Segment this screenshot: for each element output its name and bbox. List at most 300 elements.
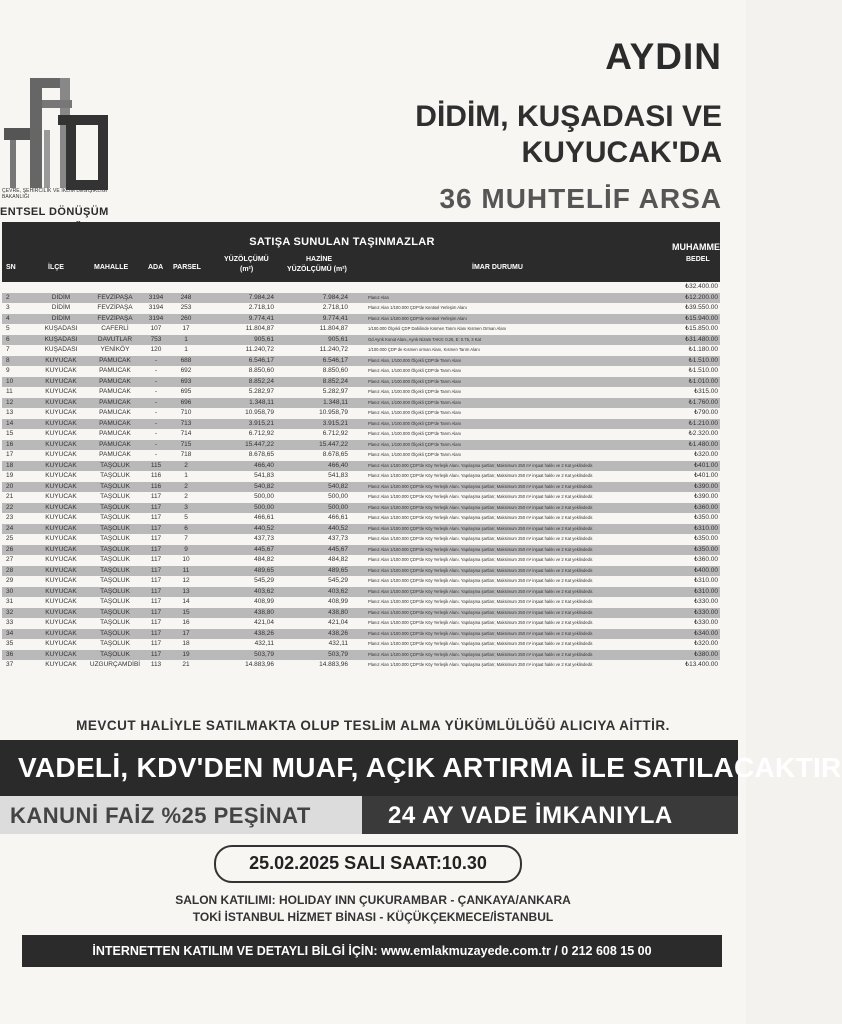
row-imar-durumu: Planız Alan 1/100.000 ÇDP'de Köy Yerleşik Alanı. Yapılaşma şartları; Maksimum 250 m² inşaat hakkı ve 2 Kat yeklindedir. bbox=[368, 641, 594, 646]
row-parsel: 11 bbox=[182, 566, 190, 574]
row-ilce: KUYUCAK bbox=[45, 650, 77, 658]
row-number: 2 bbox=[6, 293, 10, 301]
row-number: 27 bbox=[6, 556, 14, 563]
venue-istanbul: TOKİ İSTANBUL HİZMET BİNASI - KÜÇÜKÇEKMECE/İSTANBUL bbox=[192, 910, 554, 924]
row-imar-durumu: Planız Alan 1/100.000 ÇDP'de Köy Yerleşik Alanı. Yapılaşma şartları; Maksimum 250 m² inşaat hakkı ve 2 Kat yeklindedir. bbox=[368, 483, 594, 489]
row-mahalle: TAŞOLUK bbox=[100, 619, 130, 626]
row-ada: 117 bbox=[150, 493, 162, 500]
row-yuzolcumu: 408,99 bbox=[254, 598, 274, 605]
row-ada: 113 bbox=[150, 661, 162, 668]
table-row bbox=[2, 618, 720, 629]
row-ada: 117 bbox=[150, 545, 162, 553]
table-row bbox=[2, 503, 720, 514]
row-mahalle: TAŞOLUK bbox=[100, 556, 130, 563]
table-row bbox=[2, 366, 720, 377]
row-mahalle: TAŞOLUK bbox=[100, 598, 130, 605]
row-mahalle: UZGURÇAMDİBİ bbox=[89, 661, 141, 668]
row-yuzolcumu: 437,73 bbox=[254, 535, 274, 542]
row-ilce: KUYUCAK bbox=[45, 440, 77, 448]
row-mahalle: TAŞOLUK bbox=[100, 640, 130, 647]
table-row bbox=[2, 324, 720, 335]
headline-city: AYDIN bbox=[605, 36, 722, 77]
col-ilce: İLÇE bbox=[48, 264, 64, 271]
row-ilce: DİDİM bbox=[51, 293, 71, 301]
row-number: 25 bbox=[6, 535, 14, 542]
row-bedel: ₺360.00 bbox=[693, 503, 718, 511]
row-imar-durumu: Planız Alan 1/100.000 ÇDP'de Köy Yerleşik Alanı. Yapılaşma şartları; Maksimum 250 m² inşaat hakkı ve 2 Kat yeklindedir. bbox=[368, 462, 594, 468]
row-imar-durumu: Planız Alan 1/100.000 ÇDP'de Köy Yerleşik Alanı. Yapılaşma şartları; Maksimum 250 m² inşaat hakkı ve 2 Kat yeklindedir. bbox=[368, 662, 594, 667]
row-ada: 117 bbox=[150, 629, 162, 637]
row-bedel: ₺1.010.00 bbox=[688, 377, 718, 385]
row-number: 32 bbox=[6, 608, 14, 616]
row-number: 33 bbox=[6, 619, 14, 626]
row-number: 28 bbox=[6, 566, 14, 574]
table-row bbox=[2, 471, 720, 482]
table-row bbox=[2, 293, 720, 304]
row-hazine-yuzolcumu: 1.348,11 bbox=[323, 398, 348, 406]
col-yuzolcumu: YÜZÖLÇÜMÜ bbox=[224, 256, 269, 263]
col-hazine: HAZİNE bbox=[306, 256, 333, 263]
row-ada: - bbox=[154, 388, 158, 395]
row-yuzolcumu: 466,61 bbox=[254, 514, 274, 521]
row-parsel: 2 bbox=[184, 493, 188, 500]
row-hazine-yuzolcumu: 445,67 bbox=[328, 545, 348, 553]
row-parsel: 9 bbox=[184, 545, 188, 553]
row-yuzolcumu: 10.958,79 bbox=[245, 409, 274, 416]
col-ada: ADA bbox=[148, 264, 164, 271]
row-mahalle: TAŞOLUK bbox=[100, 650, 130, 658]
row-bedel: ₺340.00 bbox=[693, 629, 718, 637]
row-parsel: 2 bbox=[184, 482, 188, 490]
table-row bbox=[2, 429, 720, 440]
row-imar-durumu: 1/100.000 Ölçekli ÇDP Dahilinde Kısmen Tarım Alanı Kısmen Orman Alanı bbox=[368, 326, 507, 331]
row-bedel: ₺401.00 bbox=[693, 472, 718, 479]
logo-line-1: ENTSEL DÖNÜŞÜM bbox=[0, 206, 109, 218]
row-bedel: ₺15.850.00 bbox=[684, 325, 718, 332]
row-ada: 117 bbox=[150, 608, 162, 616]
row-hazine-yuzolcumu: 8.678,65 bbox=[322, 451, 348, 458]
row-hazine-yuzolcumu: 6.712,92 bbox=[322, 430, 348, 437]
row-hazine-yuzolcumu: 500,00 bbox=[328, 503, 348, 511]
row-hazine-yuzolcumu: 466,40 bbox=[328, 461, 348, 469]
row-number: 37 bbox=[6, 661, 14, 668]
row-hazine-yuzolcumu: 545,29 bbox=[328, 577, 348, 584]
table-row bbox=[2, 282, 720, 293]
row-parsel: 7 bbox=[184, 535, 188, 542]
table-row bbox=[2, 492, 720, 503]
row-number: 5 bbox=[6, 325, 10, 332]
table-row bbox=[2, 387, 720, 398]
row-bedel: ₺310.00 bbox=[693, 587, 718, 595]
row-ada: - bbox=[154, 367, 158, 374]
row-hazine-yuzolcumu: 438,80 bbox=[328, 608, 348, 616]
row-imar-durumu: Planız Alan 1/100.000 ÇDP'de Köy Yerleşik Alanı. Yapılaşma şartları; Maksimum 250 m² inşaat hakkı ve 2 Kat yeklindedir. bbox=[368, 504, 594, 510]
row-mahalle: PAMUCAK bbox=[99, 367, 131, 374]
row-ada: - bbox=[154, 377, 158, 385]
row-number: 11 bbox=[6, 388, 13, 395]
headline-count: 36 MUHTELİF ARSA bbox=[439, 183, 722, 214]
row-parsel: 18 bbox=[182, 640, 190, 647]
row-number: 30 bbox=[6, 587, 14, 595]
row-bedel: ₺350.00 bbox=[693, 514, 718, 521]
table-row bbox=[2, 419, 720, 430]
row-bedel: ₺350.00 bbox=[693, 535, 718, 542]
row-ilce: KUYUCAK bbox=[45, 482, 77, 490]
row-number: 35 bbox=[6, 640, 14, 647]
row-number: 34 bbox=[6, 629, 14, 637]
row-ilce: DİDİM bbox=[51, 304, 71, 311]
table-row bbox=[2, 356, 720, 367]
row-mahalle: TAŞOLUK bbox=[100, 577, 130, 584]
row-bedel: ₺401.00 bbox=[693, 461, 718, 469]
row-yuzolcumu: 6.712,92 bbox=[248, 430, 274, 437]
row-yuzolcumu: 545,29 bbox=[254, 577, 274, 584]
row-ilce: KUYUCAK bbox=[45, 398, 77, 406]
table-row bbox=[2, 576, 720, 587]
row-parsel: 21 bbox=[182, 661, 190, 668]
row-mahalle: FEVZİPAŞA bbox=[97, 314, 133, 322]
row-mahalle: TAŞOLUK bbox=[100, 629, 130, 637]
row-bedel: ₺2.320.00 bbox=[688, 430, 718, 437]
payment-band bbox=[0, 796, 738, 834]
row-ilce: KUYUCAK bbox=[45, 640, 77, 647]
row-ada: 3194 bbox=[148, 304, 164, 311]
row-ilce: KUYUCAK bbox=[45, 545, 77, 553]
row-bedel: ₺330.00 bbox=[693, 598, 718, 605]
row-imar-durumu: Planız Alan 1/100.000 ÇDP'de Köy Yerleşik Alanı. Yapılaşma şartları; Maksimum 250 m² inşaat hakkı ve 2 Kat yeklindedir. bbox=[368, 599, 594, 604]
row-number: 22 bbox=[6, 503, 14, 511]
row-number: 16 bbox=[6, 440, 14, 448]
row-bedel: ₺310.00 bbox=[693, 524, 718, 532]
table-row bbox=[2, 314, 720, 325]
row-imar-durumu: Planız Alan 1/100.000 ÇDP'de Köy Yerleşik Alanı. Yapılaşma şartları; Maksimum 250 m² inşaat hakkı ve 2 Kat yeklindedir. bbox=[368, 557, 594, 562]
table-row bbox=[2, 461, 720, 472]
row-ilce: KUYUCAK bbox=[45, 556, 77, 563]
row-yuzolcumu: 438,26 bbox=[254, 629, 274, 637]
row-bedel: ₺1.480.00 bbox=[688, 440, 718, 448]
row-yuzolcumu: 14.883,96 bbox=[245, 661, 274, 668]
row-imar-durumu: Planız Alan 1/100.000 ÇDP'de Köy Yerleşik Alanı. Yapılaşma şartları; Maksimum 250 m² inşaat hakkı ve 2 Kat yeklindedir. bbox=[368, 536, 594, 541]
row-hazine-yuzolcumu: 6.546,17 bbox=[322, 356, 348, 364]
col-mahalle: MAHALLE bbox=[94, 264, 129, 271]
row-imar-durumu: Planız Alan, 1/100.000 Ölçekli ÇDP'de Tarım Alanı bbox=[368, 410, 462, 415]
row-ada: 3194 bbox=[148, 293, 164, 301]
ministry-logo bbox=[0, 70, 122, 240]
row-number: 20 bbox=[6, 482, 14, 490]
row-parsel: 17 bbox=[182, 325, 190, 332]
venue-info bbox=[0, 892, 746, 926]
row-ilce: KUYUCAK bbox=[45, 577, 77, 584]
row-number: 10 bbox=[6, 377, 14, 385]
row-yuzolcumu: 445,67 bbox=[254, 545, 274, 553]
row-bedel: ₺32.400.00 bbox=[684, 283, 718, 290]
installment-text: 24 AY VADE İMKANIYLA bbox=[388, 802, 673, 829]
row-imar-durumu: Planız Alan, 1/100.000 Ölçekli ÇDP'de Tarım Alanı bbox=[368, 368, 462, 373]
row-ilce: KUŞADASI bbox=[44, 335, 78, 343]
row-imar-durumu: Planız Alan 1/100.000 ÇDP'de Köy Yerleşik Alanı. Yapılaşma şartları; Maksimum 250 m² inşaat hakkı ve 2 Kat yeklindedir. bbox=[368, 651, 594, 657]
row-imar-durumu: Planız Alan 1/100.000 ÇDP'de Köy Yerleşik Alanı. Yapılaşma şartları; Maksimum 250 m² inşaat hakkı ve 2 Kat yeklindedir. bbox=[368, 546, 594, 552]
row-number: 23 bbox=[6, 514, 14, 521]
row-bedel: ₺1.180.00 bbox=[688, 346, 718, 353]
row-ilce: KUŞADASI bbox=[44, 325, 78, 332]
row-number: 13 bbox=[6, 409, 14, 416]
row-hazine-yuzolcumu: 10.958,79 bbox=[319, 409, 348, 416]
row-bedel: ₺360.00 bbox=[693, 556, 718, 563]
col-yuzolcumu-unit: (m²) bbox=[240, 266, 254, 273]
row-bedel: ₺320.00 bbox=[693, 451, 718, 458]
row-imar-durumu: Planız Alan 1/100.000 ÇDP'de Köy Yerleşik Alanı. Yapılaşma şartları; Maksimum 250 m² inşaat hakkı ve 2 Kat yeklindedir. bbox=[368, 620, 594, 625]
row-parsel: 260 bbox=[180, 314, 192, 322]
row-ada: 116 bbox=[150, 482, 162, 490]
row-yuzolcumu: 11.804,87 bbox=[245, 325, 274, 332]
row-parsel: 15 bbox=[182, 608, 190, 616]
table-row bbox=[2, 398, 720, 409]
table-row bbox=[2, 566, 720, 577]
row-yuzolcumu: 440,52 bbox=[254, 524, 274, 532]
row-yuzolcumu: 9.774,41 bbox=[248, 314, 274, 322]
table-row bbox=[2, 377, 720, 388]
row-ilce: DİDİM bbox=[51, 314, 71, 322]
row-number: 3 bbox=[6, 304, 10, 311]
row-mahalle: PAMUCAK bbox=[99, 356, 131, 364]
row-mahalle: PAMUCAK bbox=[99, 409, 131, 416]
row-imar-durumu: Planız Alan 1/100.000 ÇDP'de Köy Yerleşik Alanı. Yapılaşma şartları; Maksimum 250 m² inşaat hakkı ve 2 Kat yeklindedir. bbox=[368, 473, 594, 478]
row-ilce: KUYUCAK bbox=[45, 388, 77, 395]
row-parsel: 12 bbox=[182, 577, 190, 584]
row-ilce: KUYUCAK bbox=[45, 451, 77, 458]
row-yuzolcumu: 484,82 bbox=[254, 556, 274, 563]
muhammen-header: MUHAMME bbox=[672, 242, 720, 252]
row-number: 12 bbox=[6, 398, 14, 406]
table-row bbox=[2, 587, 720, 598]
row-hazine-yuzolcumu: 421,04 bbox=[328, 619, 348, 626]
table-row bbox=[2, 440, 720, 451]
row-yuzolcumu: 7.984,24 bbox=[248, 293, 274, 301]
row-hazine-yuzolcumu: 11.804,87 bbox=[319, 325, 348, 332]
row-parsel: 692 bbox=[180, 367, 192, 374]
row-yuzolcumu: 432,11 bbox=[254, 640, 274, 647]
row-ada: 3194 bbox=[148, 314, 164, 322]
col-bedel: BEDEL bbox=[686, 256, 710, 263]
row-number: 18 bbox=[6, 461, 14, 469]
row-hazine-yuzolcumu: 438,26 bbox=[328, 629, 348, 637]
row-yuzolcumu: 500,00 bbox=[254, 503, 274, 511]
row-yuzolcumu: 5.282,97 bbox=[248, 388, 274, 395]
row-number: 4 bbox=[6, 314, 10, 322]
row-parsel: 2 bbox=[184, 461, 188, 469]
row-ilce: KUYUCAK bbox=[45, 367, 77, 374]
row-ada: 753 bbox=[150, 335, 162, 343]
row-parsel: 1 bbox=[184, 472, 188, 479]
row-parsel: 10 bbox=[182, 556, 190, 563]
row-hazine-yuzolcumu: 14.883,96 bbox=[319, 661, 348, 668]
row-imar-durumu: Planız Alan bbox=[368, 294, 389, 300]
row-ada: - bbox=[154, 398, 158, 406]
row-ilce: KUYUCAK bbox=[45, 629, 77, 637]
row-ilce: KUYUCAK bbox=[45, 608, 77, 616]
row-parsel: 714 bbox=[180, 430, 192, 437]
row-number: 14 bbox=[6, 419, 14, 427]
row-number: 31 bbox=[6, 598, 14, 605]
row-bedel: ₺310.00 bbox=[693, 577, 718, 584]
row-hazine-yuzolcumu: 440,52 bbox=[328, 524, 348, 532]
table-row bbox=[2, 513, 720, 524]
row-hazine-yuzolcumu: 2.718,10 bbox=[322, 304, 348, 311]
row-parsel: 253 bbox=[180, 304, 192, 311]
row-bedel: ₺1.760.00 bbox=[688, 398, 718, 406]
logo-small-text: ÇEVRE, ŞEHİRCİLİK VE İKLİM DEĞİŞİKLİĞİ BAKANLIĞI bbox=[2, 188, 108, 200]
row-bedel: ₺1.510.00 bbox=[688, 367, 718, 374]
row-mahalle: TAŞOLUK bbox=[100, 493, 130, 500]
row-hazine-yuzolcumu: 484,82 bbox=[328, 556, 348, 563]
row-imar-durumu: Planız Alan, 1/100.000 Ölçekli ÇDP'de Tarım Alanı bbox=[368, 452, 462, 457]
row-mahalle: PAMUCAK bbox=[99, 377, 131, 385]
row-mahalle: TAŞOLUK bbox=[100, 461, 130, 469]
row-parsel: 1 bbox=[184, 335, 188, 343]
row-ada: 116 bbox=[150, 472, 162, 479]
table-row bbox=[2, 335, 720, 346]
row-bedel: ₺15.940.00 bbox=[684, 314, 718, 322]
row-mahalle: TAŞOLUK bbox=[100, 566, 130, 574]
row-ilce: KUYUCAK bbox=[45, 419, 77, 427]
row-bedel: ₺13.400.00 bbox=[684, 661, 718, 668]
row-mahalle: FEVZİPAŞA bbox=[97, 293, 133, 301]
row-parsel: 13 bbox=[182, 587, 190, 595]
row-ilce: KUYUCAK bbox=[45, 619, 77, 626]
row-ilce: KUYUCAK bbox=[45, 377, 77, 385]
table-row bbox=[2, 545, 720, 556]
row-yuzolcumu: 500,00 bbox=[254, 493, 274, 500]
auction-date-box bbox=[214, 845, 522, 883]
row-yuzolcumu: 8.850,60 bbox=[248, 367, 274, 374]
row-parsel: 248 bbox=[180, 293, 192, 301]
row-ada: 117 bbox=[150, 577, 162, 584]
row-ilce: KUYUCAK bbox=[45, 461, 77, 469]
row-hazine-yuzolcumu: 466,61 bbox=[328, 514, 348, 521]
row-bedel: ₺350.00 bbox=[693, 545, 718, 553]
table-header bbox=[2, 252, 720, 282]
row-ilce: KUYUCAK bbox=[45, 430, 77, 437]
row-ilce: KUYUCAK bbox=[45, 356, 77, 364]
row-mahalle: PAMUCAK bbox=[99, 419, 131, 427]
row-yuzolcumu: 8.678,65 bbox=[248, 451, 274, 458]
row-bedel: ₺330.00 bbox=[693, 619, 718, 626]
table-row bbox=[2, 482, 720, 493]
headline-districts-1: DİDİM, KUŞADASI VE bbox=[415, 100, 722, 133]
row-bedel: ₺31.480.00 bbox=[684, 335, 718, 343]
row-number: 24 bbox=[6, 524, 14, 532]
row-bedel: ₺315.00 bbox=[693, 388, 718, 395]
property-table bbox=[2, 222, 720, 712]
row-yuzolcumu: 2.718,10 bbox=[248, 304, 274, 311]
row-parsel: 713 bbox=[180, 419, 192, 427]
row-ilce: KUYUCAK bbox=[45, 514, 77, 521]
row-imar-durumu: Planız Alan 1/100.000 ÇDP'de Köy Yerleşik Alanı. Yapılaşma şartları; Maksimum 250 m² inşaat hakkı ve 2 Kat yeklindedir. bbox=[368, 515, 594, 520]
row-ada: - bbox=[154, 419, 158, 427]
row-hazine-yuzolcumu: 9.774,41 bbox=[322, 314, 348, 322]
table-row bbox=[2, 450, 720, 461]
col-no: SN bbox=[6, 264, 16, 271]
row-hazine-yuzolcumu: 408,99 bbox=[328, 598, 348, 605]
down-payment-text: KANUNİ FAİZ %25 PEŞİNAT bbox=[10, 803, 311, 828]
table-row bbox=[2, 303, 720, 314]
row-parsel: 19 bbox=[182, 650, 190, 658]
row-ada: - bbox=[154, 451, 158, 458]
row-imar-durumu: Planız Alan 1/100.000 ÇDP'de Köy Yerleşik Alanı. Yapılaşma şartları; Maksimum 250 m² inşaat hakkı ve 2 Kat yeklindedir. bbox=[368, 567, 594, 573]
row-ilce: KUYUCAK bbox=[45, 493, 77, 500]
row-number: 8 bbox=[6, 356, 10, 364]
row-parsel: 693 bbox=[180, 377, 192, 385]
row-ada: 117 bbox=[150, 514, 162, 521]
row-imar-durumu: Planız Alan 1/100.000 ÇDP'de Köy Yerleşik Alanı. Yapılaşma şartları; Maksimum 250 m² inşaat hakkı ve 2 Kat yeklindedir. bbox=[368, 588, 594, 594]
table-body bbox=[2, 282, 720, 671]
row-ada: 117 bbox=[150, 524, 162, 532]
row-number: 15 bbox=[6, 430, 14, 437]
row-mahalle: TAŞOLUK bbox=[100, 472, 130, 479]
row-hazine-yuzolcumu: 905,61 bbox=[328, 335, 348, 343]
row-ilce: KUYUCAK bbox=[45, 661, 77, 668]
row-hazine-yuzolcumu: 437,73 bbox=[328, 535, 348, 542]
row-hazine-yuzolcumu: 3.915,21 bbox=[322, 419, 348, 427]
table-row bbox=[2, 629, 720, 640]
row-yuzolcumu: 6.546,17 bbox=[248, 356, 274, 364]
row-imar-durumu: Gd Ayrık Konut Alanı, Ayrık Nizam TAKS: 0.25, E: 0.75, 3 Kat bbox=[368, 336, 482, 342]
col-hazine-yuzolcumu: YÜZÖLÇÜMÜ (m²) bbox=[287, 266, 347, 273]
table-row bbox=[2, 650, 720, 661]
row-ilce: KUŞADASI bbox=[44, 346, 78, 353]
row-mahalle: PAMUCAK bbox=[99, 398, 131, 406]
row-ada: 117 bbox=[150, 503, 162, 511]
building-logo-icon bbox=[0, 70, 122, 200]
row-mahalle: TAŞOLUK bbox=[100, 482, 130, 490]
table-title: SATIŞA SUNULAN TAŞINMAZLAR bbox=[249, 236, 435, 248]
table-title-bar bbox=[2, 222, 720, 252]
row-mahalle: FEVZİPAŞA bbox=[97, 304, 133, 311]
notice-line: MEVCUT HALİYLE SATILMAKTA OLUP TESLİM ALMA YÜKÜMLÜLÜĞÜ ALICIYA AİTTİR. bbox=[76, 718, 670, 733]
row-mahalle: YENİKÖY bbox=[100, 346, 130, 353]
row-yuzolcumu: 489,65 bbox=[254, 566, 274, 574]
row-ada: 117 bbox=[150, 566, 162, 574]
row-mahalle: PAMUCAK bbox=[99, 388, 131, 395]
row-imar-durumu: Planız Alan 1/100.000 ÇDP'de Köy Yerleşik Alanı. Yapılaşma şartları; Maksimum 250 m² inşaat hakkı ve 2 Kat yeklindedir. bbox=[368, 525, 594, 531]
row-mahalle: TAŞOLUK bbox=[100, 608, 130, 616]
row-yuzolcumu: 3.915,21 bbox=[248, 419, 274, 427]
row-yuzolcumu: 438,80 bbox=[254, 608, 274, 616]
row-parsel: 718 bbox=[180, 451, 192, 458]
row-hazine-yuzolcumu: 403,62 bbox=[328, 587, 348, 595]
table-row bbox=[2, 524, 720, 535]
table-row bbox=[2, 534, 720, 545]
row-bedel: ₺400.00 bbox=[693, 566, 718, 574]
headline-districts-2: KUYUCAK'DA bbox=[521, 136, 722, 169]
row-parsel: 688 bbox=[180, 356, 192, 364]
row-imar-durumu: Planız Alan 1/100.000 ÇDP'de Köy Yerleşik Alanı. Yapılaşma şartları; Maksimum 250 m² inşaat hakkı ve 2 Kat yeklindedir. bbox=[368, 494, 594, 499]
row-parsel: 5 bbox=[184, 514, 188, 521]
sale-terms-text: VADELİ, KDV'DEN MUAF, AÇIK ARTIRMA İLE SATILACAKTIR bbox=[18, 752, 842, 783]
row-ada: - bbox=[154, 356, 158, 364]
row-ada: 117 bbox=[150, 556, 162, 563]
row-hazine-yuzolcumu: 5.282,97 bbox=[322, 388, 348, 395]
row-parsel: 710 bbox=[180, 409, 192, 416]
venue-ankara: SALON KATILIMI: HOLIDAY INN ÇUKURAMBAR - ÇANKAYA/ANKARA bbox=[175, 893, 571, 907]
row-imar-durumu: 1/100.000 ÇDP de Kısmen orman Alanı, Kısmen Tarım Alanı bbox=[368, 347, 480, 352]
row-yuzolcumu: 541,83 bbox=[254, 472, 274, 479]
row-hazine-yuzolcumu: 11.240,72 bbox=[319, 346, 348, 353]
row-ilce: KUYUCAK bbox=[45, 409, 77, 416]
row-yuzolcumu: 421,04 bbox=[254, 619, 274, 626]
table-row bbox=[2, 408, 720, 419]
row-yuzolcumu: 8.852,24 bbox=[248, 377, 274, 385]
